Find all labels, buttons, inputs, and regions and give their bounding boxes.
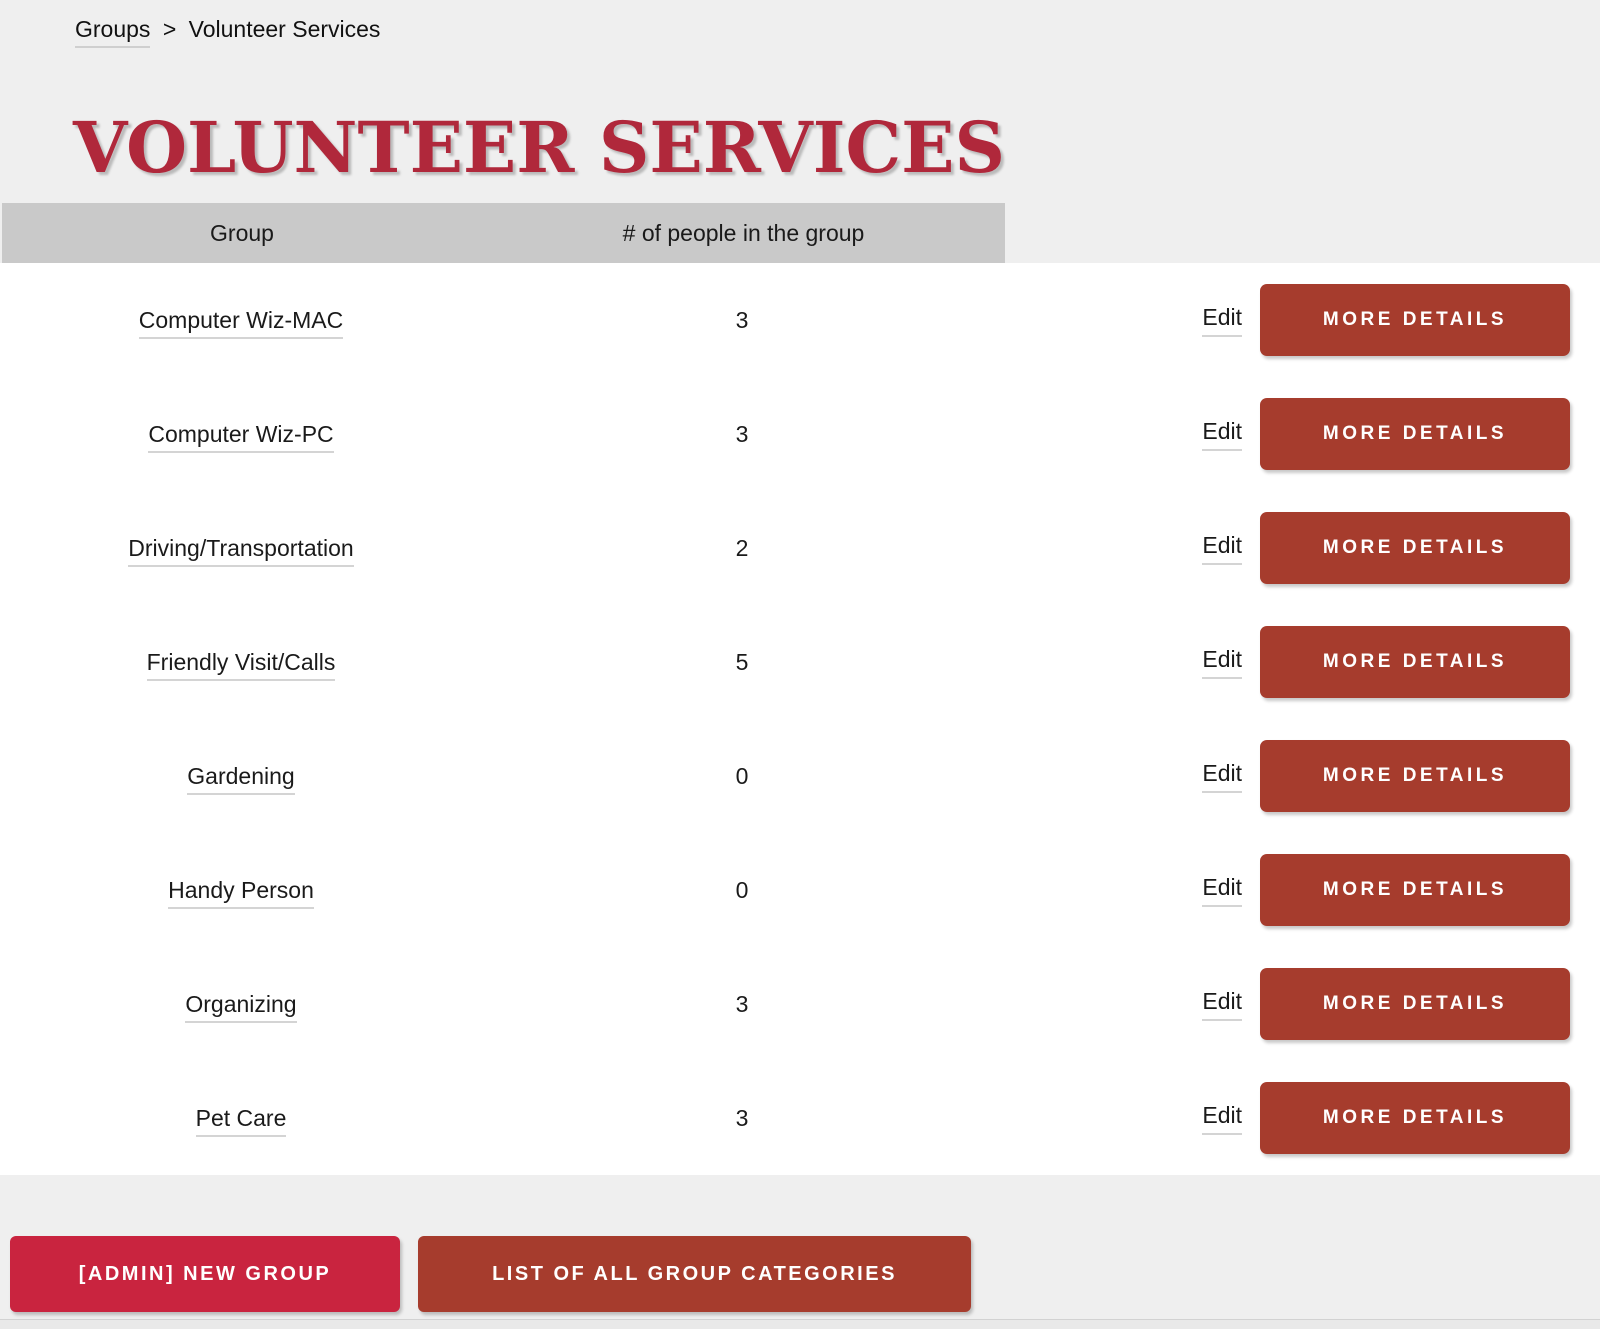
- edit-link[interactable]: Edit: [1202, 646, 1242, 679]
- more-details-button[interactable]: MORE DETAILS: [1260, 626, 1570, 698]
- row-actions: [1002, 740, 1600, 812]
- group-count: 3: [735, 420, 749, 447]
- edit-link[interactable]: Edit: [1202, 304, 1242, 337]
- row-actions: [1002, 398, 1600, 470]
- group-count: 3: [735, 1104, 749, 1131]
- group-count: 0: [735, 876, 749, 903]
- row-actions: [1002, 854, 1600, 926]
- group-name-link[interactable]: Computer Wiz-MAC: [139, 307, 343, 339]
- table-row: [0, 491, 1600, 605]
- table-row: [0, 719, 1600, 833]
- group-name-link[interactable]: Organizing: [185, 991, 296, 1023]
- more-details-button[interactable]: MORE DETAILS: [1260, 284, 1570, 356]
- edit-link[interactable]: Edit: [1202, 760, 1242, 793]
- group-count: 3: [735, 306, 749, 333]
- group-name-cell: [0, 649, 482, 676]
- more-details-button[interactable]: MORE DETAILS: [1260, 968, 1570, 1040]
- edit-link[interactable]: Edit: [1202, 418, 1242, 451]
- group-name-link[interactable]: Handy Person: [168, 877, 314, 909]
- table-row: [0, 263, 1600, 377]
- table-row: [0, 605, 1600, 719]
- list-group-categories-button[interactable]: LIST OF ALL GROUP CATEGORIES: [418, 1236, 971, 1312]
- table-row: [0, 947, 1600, 1061]
- group-name-cell: [0, 1105, 482, 1132]
- bottom-actions: [10, 1236, 971, 1312]
- row-actions: [1002, 1082, 1600, 1154]
- breadcrumb: [75, 16, 380, 43]
- column-header-count: # of people in the group: [622, 219, 865, 246]
- group-name-cell: [0, 763, 482, 790]
- more-details-button[interactable]: MORE DETAILS: [1260, 740, 1570, 812]
- column-header-group: Group: [210, 219, 274, 246]
- row-actions: [1002, 284, 1600, 356]
- table-row: [0, 833, 1600, 947]
- group-name-link[interactable]: Driving/Transportation: [128, 535, 353, 567]
- edit-link[interactable]: Edit: [1202, 1102, 1242, 1135]
- group-name-link[interactable]: Pet Care: [196, 1105, 287, 1137]
- breadcrumb-groups-link[interactable]: Groups: [75, 16, 150, 48]
- group-name-cell: [0, 877, 482, 904]
- table-header: [2, 203, 1005, 263]
- more-details-button[interactable]: MORE DETAILS: [1260, 854, 1570, 926]
- edit-link[interactable]: Edit: [1202, 874, 1242, 907]
- group-count: 5: [735, 648, 749, 675]
- admin-new-group-button[interactable]: [ADMIN] NEW GROUP: [10, 1236, 400, 1312]
- group-name-cell: [0, 307, 482, 334]
- group-count: 3: [735, 990, 749, 1017]
- row-actions: [1002, 512, 1600, 584]
- group-name-cell: [0, 421, 482, 448]
- edit-link[interactable]: Edit: [1202, 988, 1242, 1021]
- page-title: VOLUNTEER SERVICES: [73, 105, 1006, 189]
- row-actions: [1002, 626, 1600, 698]
- group-name-link[interactable]: Friendly Visit/Calls: [147, 649, 336, 681]
- group-name-link[interactable]: Gardening: [187, 763, 294, 795]
- more-details-button[interactable]: MORE DETAILS: [1260, 398, 1570, 470]
- group-name-cell: [0, 991, 482, 1018]
- table-row: [0, 1061, 1600, 1175]
- row-actions: [1002, 968, 1600, 1040]
- breadcrumb-separator: >: [162, 16, 177, 42]
- group-count: 0: [735, 762, 749, 789]
- group-count: 2: [735, 534, 749, 561]
- table-row: [0, 377, 1600, 491]
- groups-table: [0, 263, 1600, 1175]
- more-details-button[interactable]: MORE DETAILS: [1260, 1082, 1570, 1154]
- breadcrumb-current: Volunteer Services: [188, 16, 381, 42]
- edit-link[interactable]: Edit: [1202, 532, 1242, 565]
- group-name-cell: [0, 535, 482, 562]
- group-name-link[interactable]: Computer Wiz-PC: [148, 421, 333, 453]
- more-details-button[interactable]: MORE DETAILS: [1260, 512, 1570, 584]
